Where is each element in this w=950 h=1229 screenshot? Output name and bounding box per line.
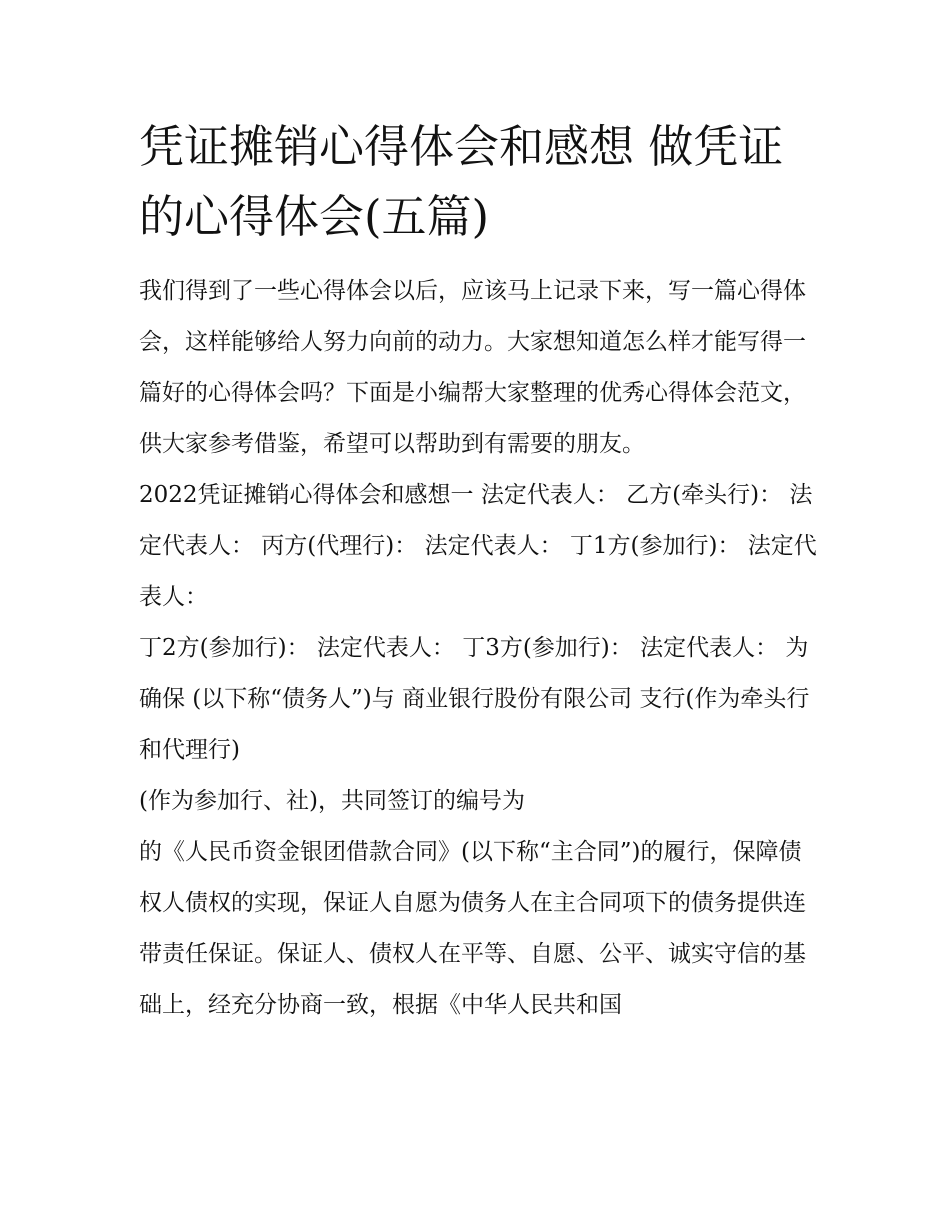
document-title: 凭证摊销心得体会和感想 做凭证的心得体会(五篇) <box>139 120 784 243</box>
parties-paragraph-1: 2022凭证摊销心得体会和感想一 法定代表人： 乙方(牵头行)： 法定代表人： 丙方(代理行)： 法定代表人： 丁1方(参加行)： 法定代表人： <box>139 482 817 610</box>
parties-paragraph-2: 丁2方(参加行)： 法定代表人： 丁3方(参加行)： 法定代表人： 为确保 (以下称“债务人”)与 商业银行股份有限公司 支行(作为牵头行和代理行) <box>139 635 810 763</box>
intro-paragraph: 我们得到了一些心得体会以后，应该马上记录下来，写一篇心得体会，这样能够给人努力向前的动力。大家想知道怎么样才能写得一篇好的心得体会吗？下面是小编帮大家整理的优秀心得体会范文，供大家参考借鉴，希望可以帮助到有需要的朋友。 <box>139 278 806 457</box>
parties-paragraph-3: (作为参加行、社)，共同签订的编号为 <box>139 788 525 814</box>
document-page <box>139 112 819 1031</box>
contract-paragraph: 的《人民币资金银团借款合同》(以下称“主合同”)的履行，保障债权人债权的实现，保证人自愿为债务人在主合同项下的债务提供连带责任保证。保证人、债权人在平等、自愿、公平、诚实守信的基础上，经充分协商一致，根据《中华人民共和国 <box>139 839 806 1018</box>
